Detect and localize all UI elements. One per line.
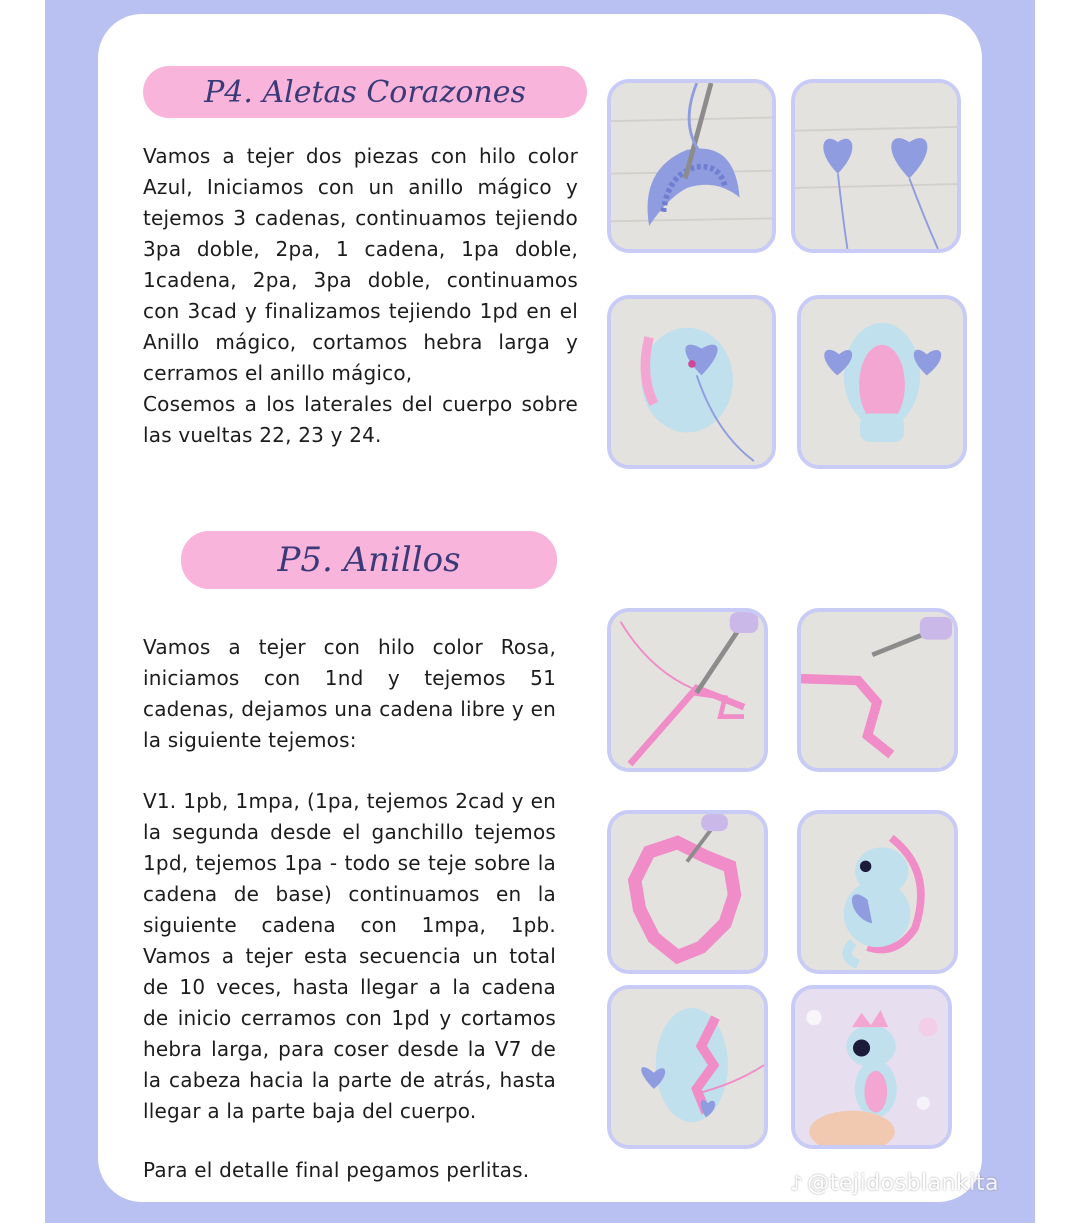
watermark bbox=[790, 1168, 999, 1198]
photo-two-heart-fins bbox=[791, 79, 961, 253]
section-p4-paragraph: Vamos a tejer dos piezas con hilo color Azul, Iniciamos con un anillo mágico y tejemos 3 cadenas, continuamos tejiendo 3pa doble, 2pa, 1 cadena, 1pa doble, 1cadena, 2pa, 3pa doble, continuamos con 3cad y finalizamos tejiendo 1pd en el Anillo mágico, cortamos hebra larga y cerramos el anillo mágico, bbox=[143, 144, 578, 385]
photo-fin-crochet-in-progress bbox=[607, 79, 776, 253]
section-title-p4-text: P4. Aletas Corazones bbox=[204, 74, 526, 110]
section-p5-closing: Para el detalle final pegamos perlitas. bbox=[143, 1158, 530, 1182]
photo-fin-sewn-side bbox=[607, 295, 776, 469]
section-p5-body: V1. 1pb, 1mpa, (1pa, tejemos 2cad y en la segunda desde el ganchillo tejemos 1pd, tejemos 1pa - todo se teje sobre la cadena de base) continuamos en la siguiente cadena con 1mpa, 1pb. Vamos a tejer esta secuencia un total de 10 veces, hasta llegar a la cadena de inicio cerramos con 1pd y cortamos hebra larga, para coser desde la V7 de la cabeza hacia la parte de atrás, hasta llegar a la parte baja del cuerpo. bbox=[143, 789, 556, 1123]
photo-finished-seahorse bbox=[791, 985, 952, 1149]
photo-ring-spike-detail bbox=[797, 608, 958, 772]
section-p5-intro: Vamos a tejer con hilo color Rosa, iniciamos con 1nd y tejemos 51 cadenas, dejamos una cadena libre y en la siguiente tejemos: bbox=[143, 635, 556, 752]
section-p4-paragraph-2: Cosemos a los laterales del cuerpo sobre las vueltas 22, 23 y 24. bbox=[143, 392, 578, 447]
section-title-p5 bbox=[181, 531, 557, 589]
photo-ring-sewn-back bbox=[607, 985, 768, 1149]
section-title-p4 bbox=[143, 66, 587, 118]
photo-ring-complete bbox=[607, 810, 768, 974]
photo-ring-chain-start bbox=[607, 608, 768, 772]
tiktok-icon: ♪ bbox=[790, 1171, 804, 1195]
photo-seahorse-with-ring bbox=[797, 810, 958, 974]
photo-body-with-fins bbox=[797, 295, 967, 469]
section-title-p5-text: P5. Anillos bbox=[277, 540, 461, 580]
watermark-text: @tejidosblankita bbox=[807, 1170, 999, 1196]
section-p4-body bbox=[143, 141, 578, 451]
